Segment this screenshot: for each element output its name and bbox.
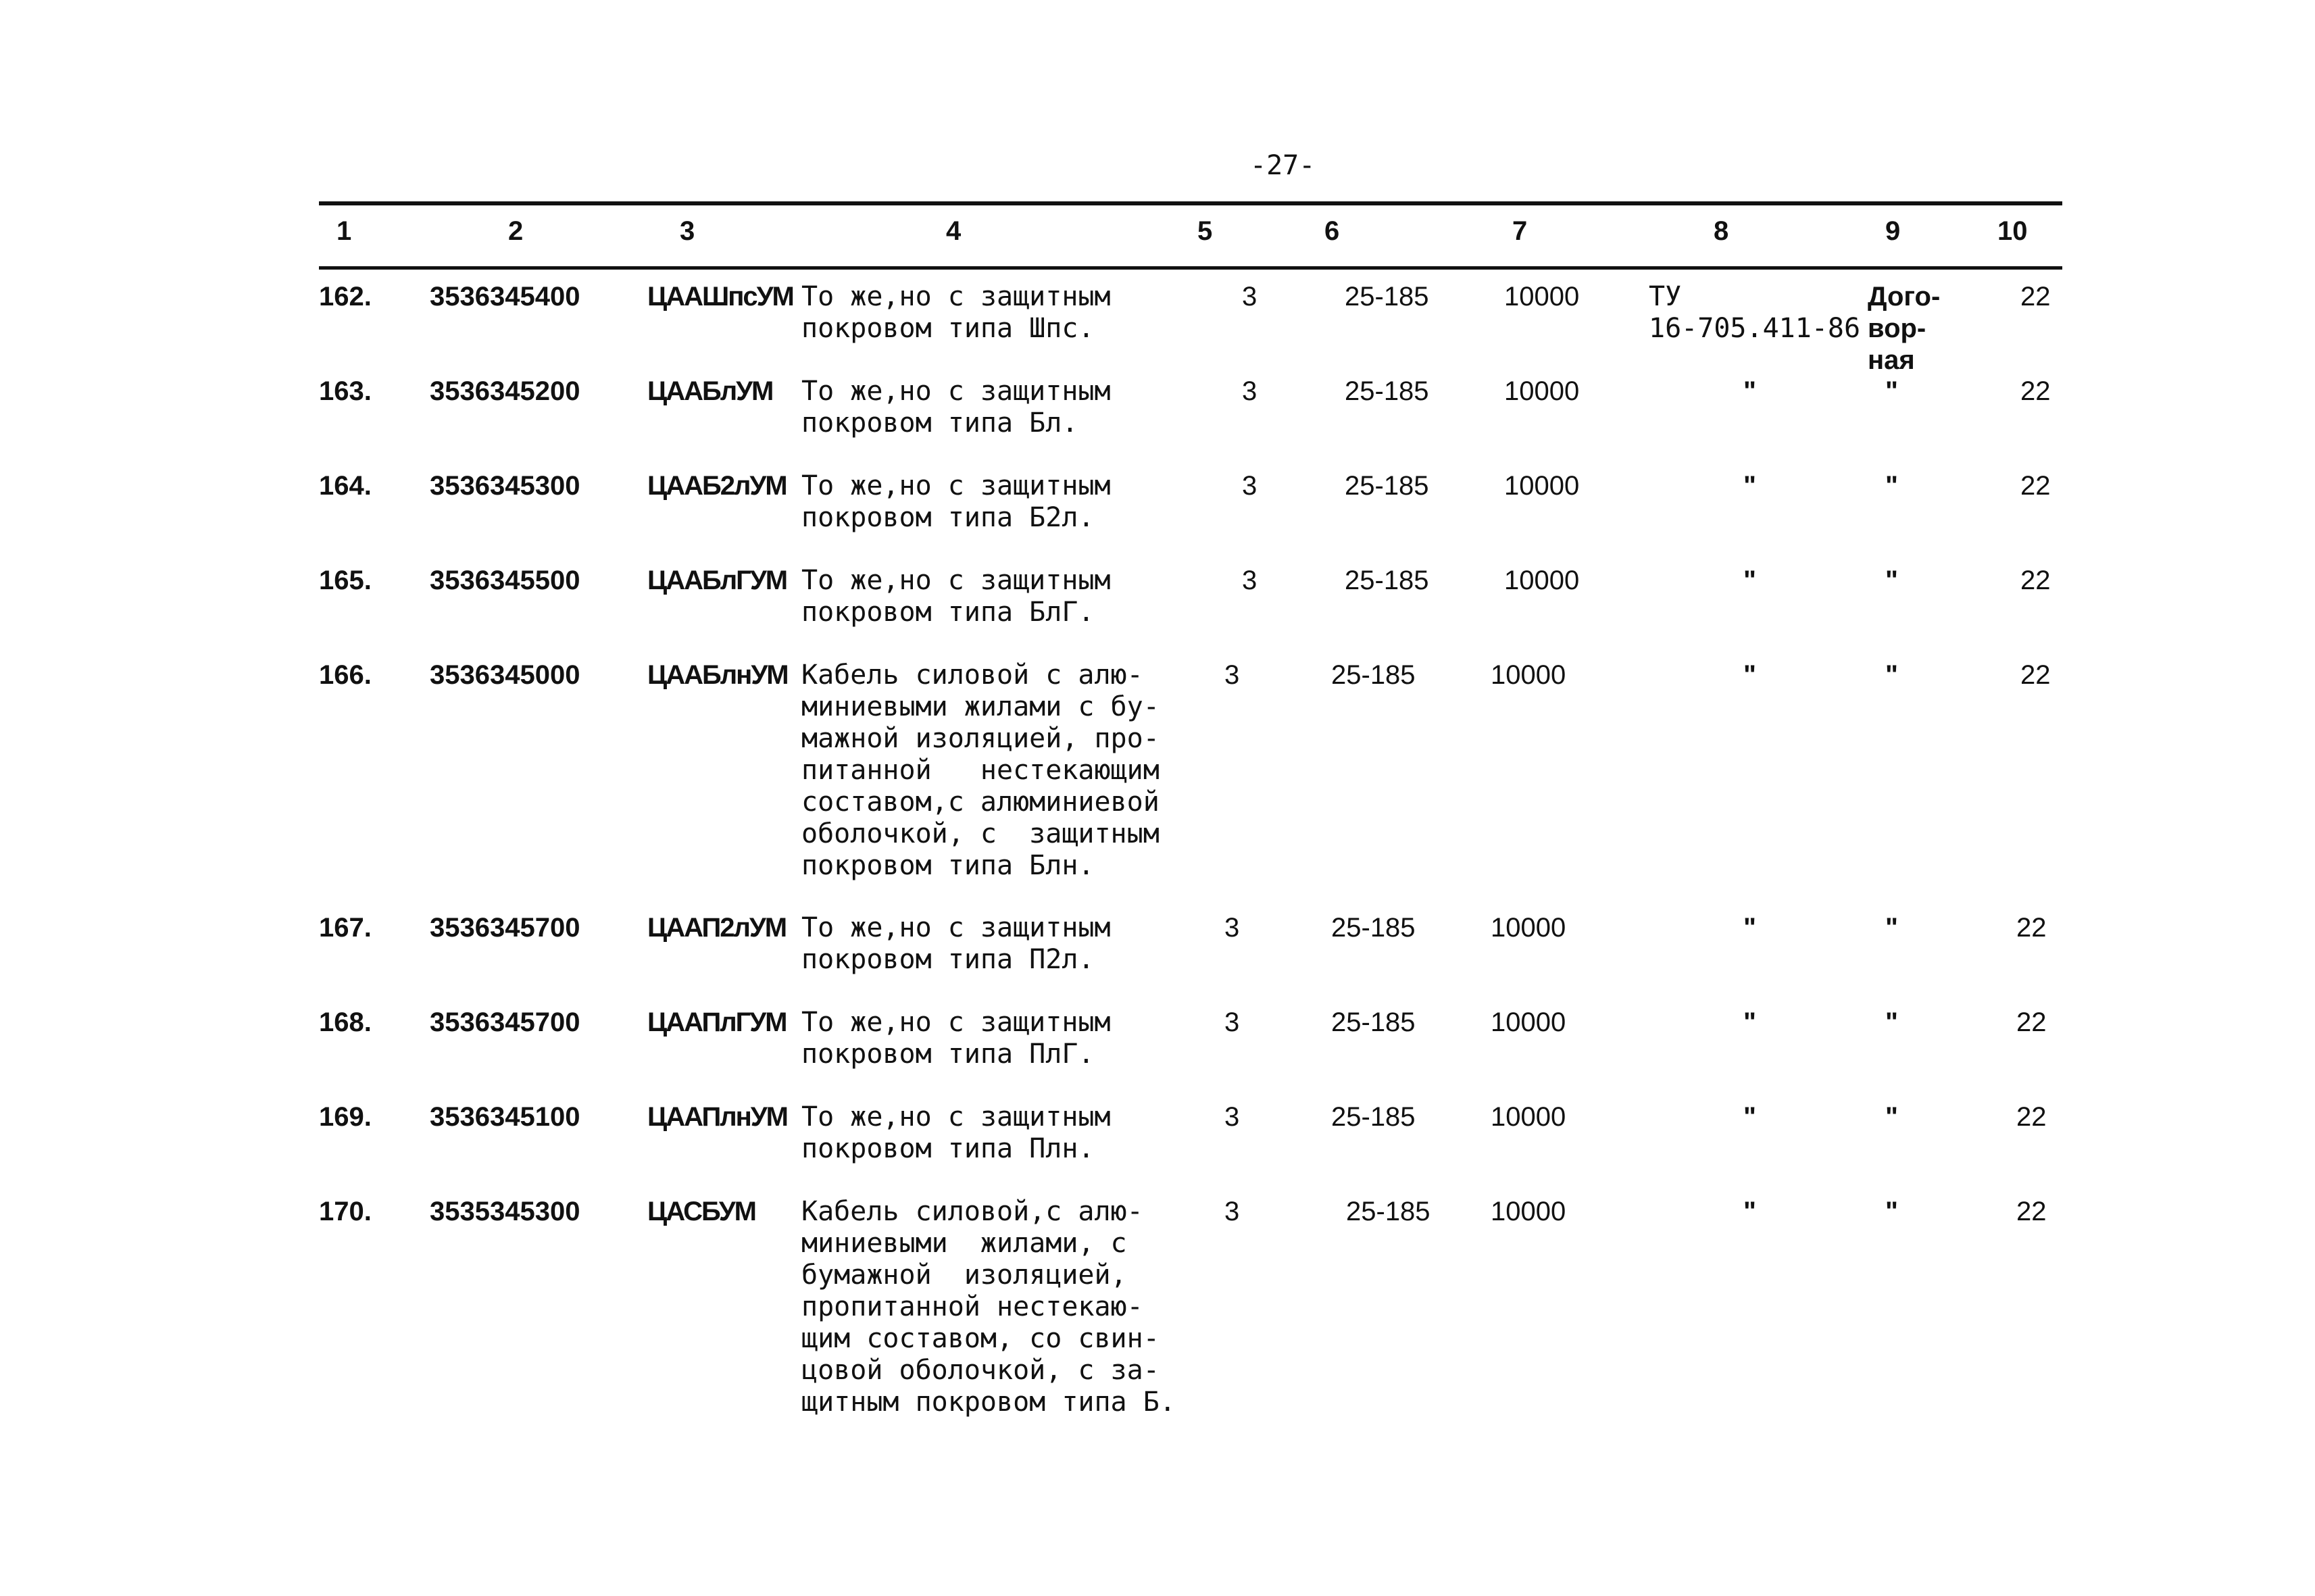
col-5-value: 3 [1242,282,1258,311]
col-8-value: " [1743,1197,1756,1226]
header-col-10: 10 [1997,216,2028,246]
col-7-value: 10000 [1491,660,1566,690]
col-7-value: 10000 [1504,566,1580,595]
col-7-value: 10000 [1491,1007,1566,1037]
product-code: 3536345700 [430,1007,580,1037]
col-10-value: 22 [2016,913,2047,943]
table-top-rule [319,201,2062,205]
col-9-value: " [1885,376,1898,406]
col-6-value: 25-185 [1331,660,1416,690]
table-row [0,1007,2315,1070]
cable-mark: ЦААШпсУМ [647,282,793,311]
col-10-value: 22 [2020,471,2051,501]
col-6-value: 25-185 [1331,1102,1416,1132]
col-6-value: 25-185 [1345,282,1429,311]
col-5-value: 3 [1242,566,1258,595]
header-col-5: 5 [1197,216,1213,246]
product-code: 3535345300 [430,1197,580,1226]
table-row [0,1101,2315,1164]
col-9-value: " [1885,1197,1898,1226]
row-number: 166. [319,660,372,690]
table-header-rule [319,266,2062,270]
product-code: 3536345000 [430,660,580,690]
row-number: 162. [319,282,372,311]
header-col-7: 7 [1512,216,1528,246]
row-number: 164. [319,471,372,501]
col-7-value: 10000 [1491,1102,1566,1132]
header-col-1: 1 [337,216,352,246]
col-10-value: 22 [2020,376,2051,406]
col-6-value: 25-185 [1345,471,1429,501]
table-row [0,565,2315,628]
col-5-value: 3 [1242,471,1258,501]
col-8-value: " [1743,660,1756,690]
row-number: 163. [319,376,372,406]
col-8-value: " [1743,471,1756,501]
cable-mark: ЦАСБУМ [647,1197,755,1226]
table-row [0,281,2315,375]
col-10-value: 22 [2020,282,2051,311]
header-col-2: 2 [508,216,524,246]
header-col-6: 6 [1324,216,1340,246]
col-8-value: ТУ 16-705.411-86 [1649,281,1861,344]
col-9-value: " [1885,566,1898,595]
col-8-value: " [1743,566,1756,595]
row-number: 170. [319,1197,372,1226]
col-7-value: 10000 [1491,1197,1566,1226]
col-6-value: 25-185 [1331,913,1416,943]
description: То же,но с защитным покровом типа БлГ. [801,565,1111,628]
description: Кабель силовой,с алю- миниевыми жилами, с бумажной изоляцией, пропитанной нестекаю- щим составом, со свин- цовой оболочкой, с за- щитным покровом типа Б. [801,1196,1176,1418]
col-5-value: 3 [1224,913,1240,943]
col-5-value: 3 [1224,1007,1240,1037]
col-9-value: " [1885,1007,1898,1037]
header-col-8: 8 [1714,216,1729,246]
col-9-value: Дого- вор- ная [1868,282,1941,375]
col-6-value: 25-185 [1345,566,1429,595]
col-7-value: 10000 [1504,376,1580,406]
cable-mark: ЦААБлУМ [647,376,773,406]
col-7-value: 10000 [1504,471,1580,501]
col-8-value: " [1743,1102,1756,1132]
description: То же,но с защитным покровом типа ПлГ. [801,1007,1111,1070]
header-col-3: 3 [680,216,695,246]
col-7-value: 10000 [1491,913,1566,943]
table-row [0,659,2315,881]
col-6-value: 25-185 [1346,1197,1430,1226]
col-10-value: 22 [2016,1102,2047,1132]
cable-mark: ЦААП2лУМ [647,913,787,943]
col-5-value: 3 [1242,376,1258,406]
description: То же,но с защитным покровом типа Шпс. [801,281,1111,344]
col-5-value: 3 [1224,1102,1240,1132]
col-8-value: " [1743,913,1756,943]
page-number: -27- [1250,150,1316,181]
col-5-value: 3 [1224,660,1240,690]
table-row [0,1196,2315,1418]
col-9-value: " [1885,471,1898,501]
col-10-value: 22 [2020,566,2051,595]
table-row [0,376,2315,439]
col-6-value: 25-185 [1331,1007,1416,1037]
product-code: 3536345200 [430,376,580,406]
col-8-value: " [1743,1007,1756,1037]
row-number: 165. [319,566,372,595]
col-10-value: 22 [2016,1007,2047,1037]
product-code: 3536345400 [430,282,580,311]
cable-mark: ЦААПлГУМ [647,1007,787,1037]
cable-mark: ЦААБ2лУМ [647,471,787,501]
table-row [0,470,2315,533]
table-row [0,912,2315,975]
row-number: 168. [319,1007,372,1037]
header-col-4: 4 [946,216,962,246]
description: Кабель силовой с алю- миниевыми жилами с бу- мажной изоляцией, про- питанной нестекающим составом,с алюминиевой оболочкой, с защитным покровом типа Блн. [801,659,1160,881]
cable-mark: ЦААБлГУМ [647,566,787,595]
col-5-value: 3 [1224,1197,1240,1226]
col-7-value: 10000 [1504,282,1580,311]
col-10-value: 22 [2020,660,2051,690]
description: То же,но с защитным покровом типа П2л. [801,912,1111,975]
col-10-value: 22 [2016,1197,2047,1226]
col-8-value: " [1743,376,1756,406]
description: То же,но с защитным покровом типа Плн. [801,1101,1111,1164]
header-col-9: 9 [1885,216,1901,246]
cable-mark: ЦААБлнУМ [647,660,788,690]
col-9-value: " [1885,913,1898,943]
col-6-value: 25-185 [1345,376,1429,406]
row-number: 169. [319,1102,372,1132]
row-number: 167. [319,913,372,943]
col-9-value: " [1885,660,1898,690]
product-code: 3536345700 [430,913,580,943]
product-code: 3536345300 [430,471,580,501]
product-code: 3536345100 [430,1102,580,1132]
col-9-value: " [1885,1102,1898,1132]
description: То же,но с защитным покровом типа Б2л. [801,470,1111,533]
description: То же,но с защитным покровом типа Бл. [801,376,1111,439]
cable-mark: ЦААПлнУМ [647,1102,787,1132]
product-code: 3536345500 [430,566,580,595]
